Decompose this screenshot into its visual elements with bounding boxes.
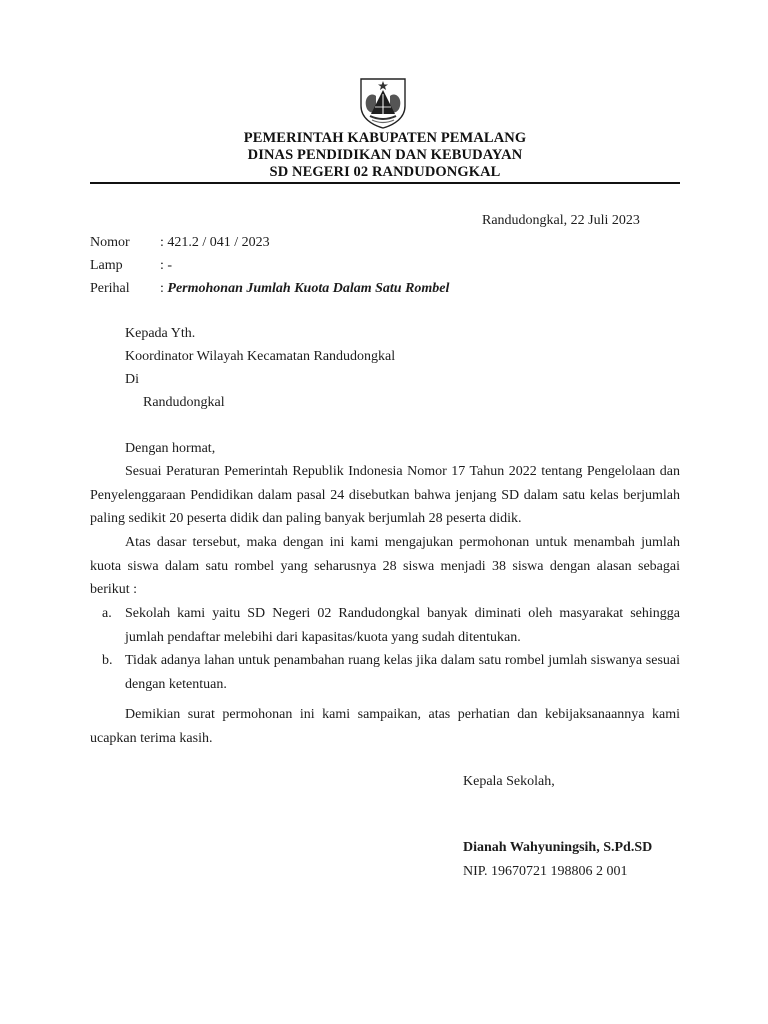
perihal-label: Perihal [90, 281, 130, 296]
lamp-label: Lamp [90, 258, 123, 273]
letterhead-department: DINAS PENDIDIKAN DAN KEBUDAYAN [247, 147, 523, 163]
paragraph-request-text: Atas dasar tersebut, maka dengan ini kami mengajukan permohonan untuk menambah jumlah kuota siswa dalam satu rombel yang seharusnya 28 siswa menjadi 38 siswa dengan alasan sebagai berikut : [90, 535, 680, 597]
reason-marker: b. [102, 653, 113, 668]
perihal-value: Permohonan Jumlah Kuota Dalam Satu Rombel [167, 281, 450, 296]
recipient-salutation: Kepada Yth. [125, 326, 196, 341]
letter-date: Randudongkal, 22 Juli 2023 [482, 213, 640, 228]
recipient-di: Di [125, 372, 139, 387]
regency-coat-of-arms-icon [358, 76, 408, 130]
signature-name: Dianah Wahyuningsih, S.Pd.SD [463, 840, 653, 855]
nomor-label: Nomor [90, 235, 130, 250]
greeting [90, 437, 680, 461]
letterhead-school: SD NEGERI 02 RANDUDONGKAL [269, 164, 501, 180]
perihal-field [160, 281, 449, 297]
reason-text: Sekolah kami yaitu SD Negeri 02 Randudongkal banyak diminati oleh masyarakat sehingga jumlah pendaftar melebihi dari kapasitas/kuota yang sudah ditentukan. [125, 606, 680, 645]
signature-title: Kepala Sekolah, [463, 774, 555, 789]
lamp-value: : - [160, 258, 173, 273]
recipient-location: Randudongkal [143, 395, 225, 410]
reason-text: Tidak adanya lahan untuk penambahan ruang kelas jika dalam satu rombel jumlah siswanya sesuai dengan ketentuan. [125, 653, 680, 692]
reason-item [90, 649, 680, 696]
paragraph-regulation [90, 460, 680, 531]
paragraph-closing [90, 703, 680, 750]
letterhead-divider [90, 182, 680, 184]
paragraph-request [90, 531, 680, 602]
paragraph-closing-text: Demikian surat permohonan ini kami sampaikan, atas perhatian dan kebijaksanaannya kami ucapkan terima kasih. [90, 707, 680, 746]
signature-nip: NIP. 19670721 198806 2 001 [463, 864, 628, 879]
paragraph-regulation-text: Sesuai Peraturan Pemerintah Republik Indonesia Nomor 17 Tahun 2022 tentang Pengelolaan dan Penyelenggaraan Pendidikan dalam pasal 24 disebutkan bahwa jenjang SD dalam satu kelas berjumlah paling sedikit 20 peserta didik dan paling banyak berjumlah 28 peserta didik. [90, 464, 680, 526]
recipient-name: Koordinator Wilayah Kecamatan Randudongkal [125, 349, 396, 364]
greeting-text: Dengan hormat, [125, 441, 216, 456]
letterhead-government: PEMERINTAH KABUPATEN PEMALANG [243, 130, 527, 146]
nomor-value: : 421.2 / 041 / 2023 [160, 235, 270, 250]
reason-item [90, 602, 680, 649]
perihal-colon: : [160, 281, 168, 296]
reason-marker: a. [102, 606, 112, 621]
